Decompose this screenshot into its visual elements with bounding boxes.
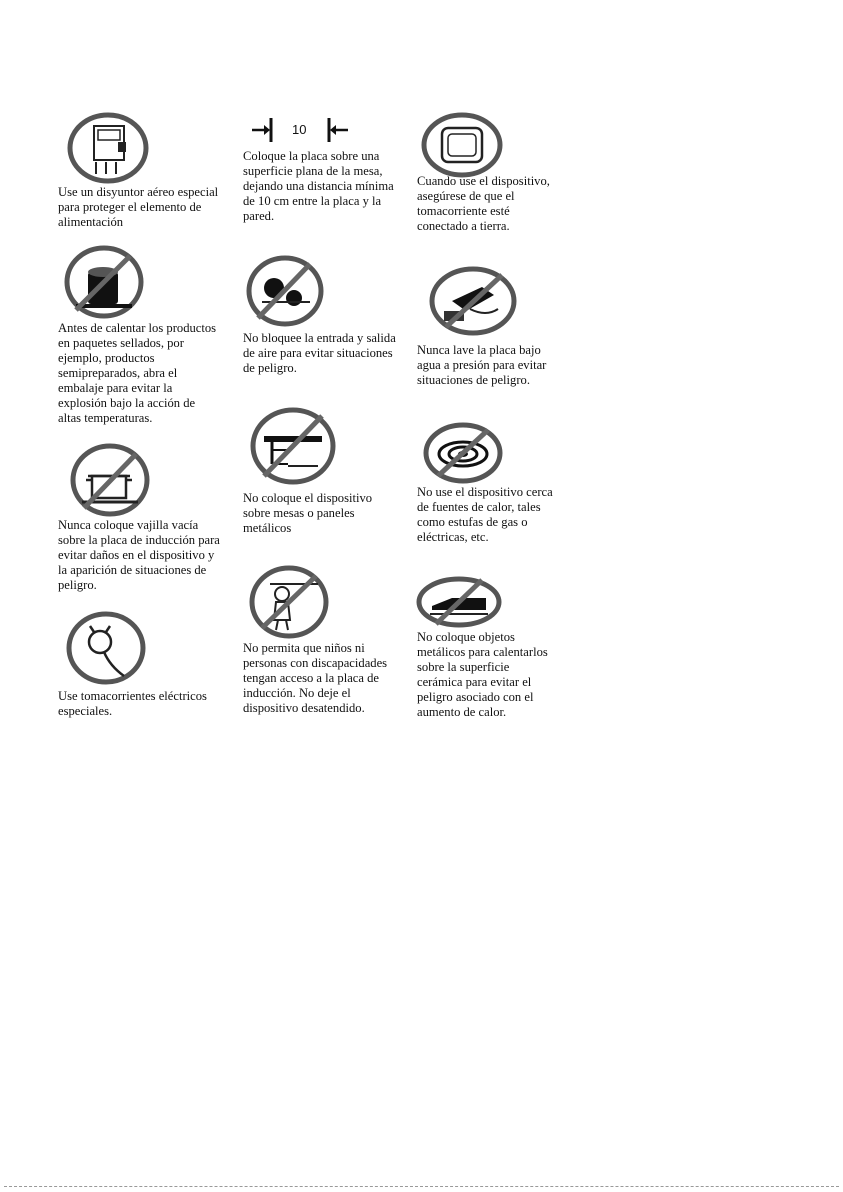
breaker-text: Use un disyuntor aéreo especial para proteger el elemento de alimentación — [58, 185, 219, 229]
no-water-wash-icon — [428, 265, 518, 337]
ground-text: Cuando use el dispositivo, asegúrese de que el tomacorriente esté conectado a tierra. — [417, 174, 550, 233]
socket-text: Use tomacorrientes eléctricos especiales. — [58, 689, 207, 718]
heat-source-text: No use el dispositivo cerca de fuentes de calor, tales como estufas de gas o eléctricas, etc. — [417, 485, 553, 544]
no-heat-source-icon — [422, 422, 504, 484]
no-metal-table-icon — [248, 406, 338, 486]
no-metal-objects-icon — [416, 576, 502, 628]
wash-text: Nunca lave la placa bajo agua a presión para evitar situaciones de peligro. — [417, 343, 547, 387]
circuit-breaker-icon — [66, 112, 150, 184]
airflow-text: No bloquee la entrada y salida de aire para evitar situaciones de peligro. — [243, 331, 396, 375]
sealed-text: Antes de calentar los productos en paquetes sellados, por ejemplo, productos semipreparados, abra el embalaje para evitar la explosión bajo la acción de altas temperaturas. — [58, 321, 217, 425]
grounded-outlet-icon — [420, 112, 504, 178]
page-bottom-divider — [4, 1186, 839, 1187]
distance-label: 10 — [292, 122, 307, 137]
no-block-airflow-icon — [244, 254, 326, 328]
plug-icon — [64, 610, 148, 686]
distance-text: Coloque la placa sobre una superficie plana de la mesa, dejando una distancia mínima de 10 cm entre la placa y la pared. — [243, 149, 394, 223]
children-text: No permita que niños ni personas con discapacidades tengan acceso a la placa de inducción. No deje el dispositivo desatendido. — [243, 641, 388, 715]
metal-table-text: No coloque el dispositivo sobre mesas o paneles metálicos — [243, 491, 373, 535]
metal-objects-text: No coloque objetos metálicos para calentarlos sobre la superficie cerámica para evitar el peligro asociado con el aumento de calor. — [417, 630, 548, 719]
no-children-icon — [248, 564, 330, 640]
no-empty-pot-icon — [68, 442, 152, 518]
no-sealed-container-icon — [62, 244, 146, 320]
distance-arrows-icon — [250, 116, 350, 149]
empty-pot-text: Nunca coloque vajilla vacía sobre la placa de inducción para evitar daños en el dispositivo y la aparición de situaciones de peligro. — [58, 518, 220, 592]
